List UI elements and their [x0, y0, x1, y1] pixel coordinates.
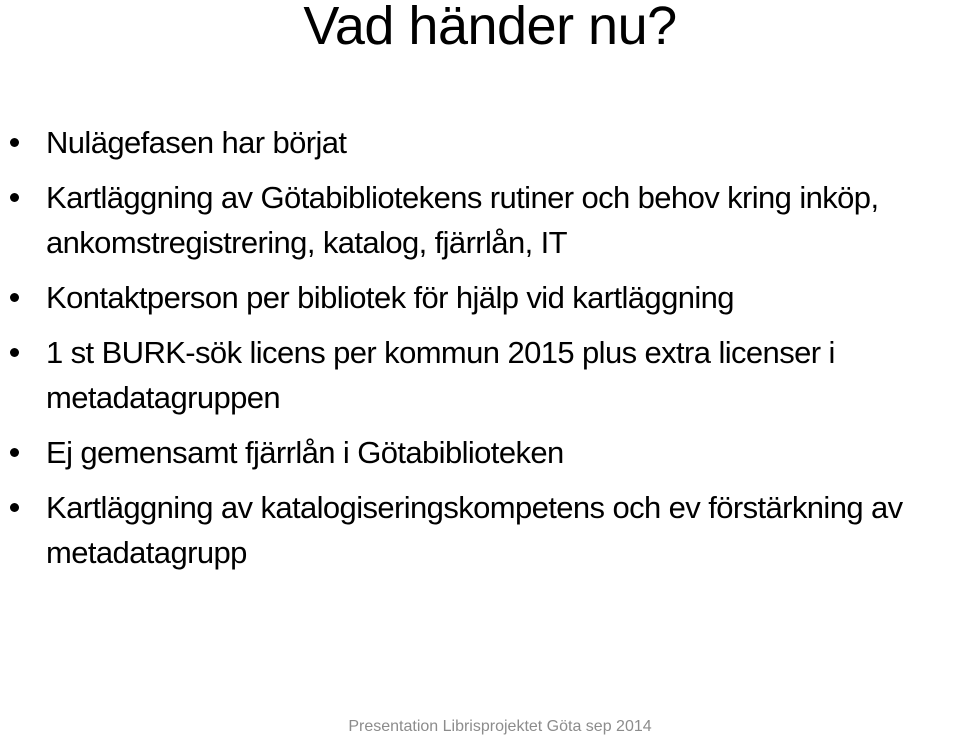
bullet-dot-icon: [4, 120, 24, 165]
bullet-dot-icon: [4, 175, 24, 220]
bullet-text: Ej gemensamt fjärrlån i Götabiblioteken: [46, 435, 564, 470]
bullet-dot-icon: [4, 430, 24, 475]
bullet-list: [0, 120, 960, 585]
slide-footer: Presentation Librisprojektet Göta sep 2014: [348, 718, 652, 735]
bullet-text: Kartläggning av katalogiseringskompetens och ev förstärkning av metadatagrupp: [46, 490, 903, 570]
bullet-text: Nulägefasen har börjat: [46, 125, 347, 160]
bullet-dot-icon: [4, 330, 24, 375]
bullet-item: [0, 275, 960, 320]
bullet-dot-icon: [4, 485, 24, 530]
bullet-item: [0, 175, 960, 265]
bullet-text: Kartläggning av Götabibliotekens rutiner och behov kring inköp, ankomstregistrering, katalog, fjärrlån, IT: [46, 180, 879, 260]
bullet-text: Kontaktperson per bibliotek för hjälp vid kartläggning: [46, 280, 734, 315]
bullet-item: [0, 120, 960, 165]
bullet-dot-icon: [4, 275, 24, 320]
bullet-item: [0, 330, 960, 420]
bullet-item: [0, 430, 960, 475]
slide-title: Vad händer nu?: [303, 0, 677, 56]
bullet-text: 1 st BURK-sök licens per kommun 2015 plus extra licenser i metadatagruppen: [46, 335, 835, 415]
bullet-item: [0, 485, 960, 575]
